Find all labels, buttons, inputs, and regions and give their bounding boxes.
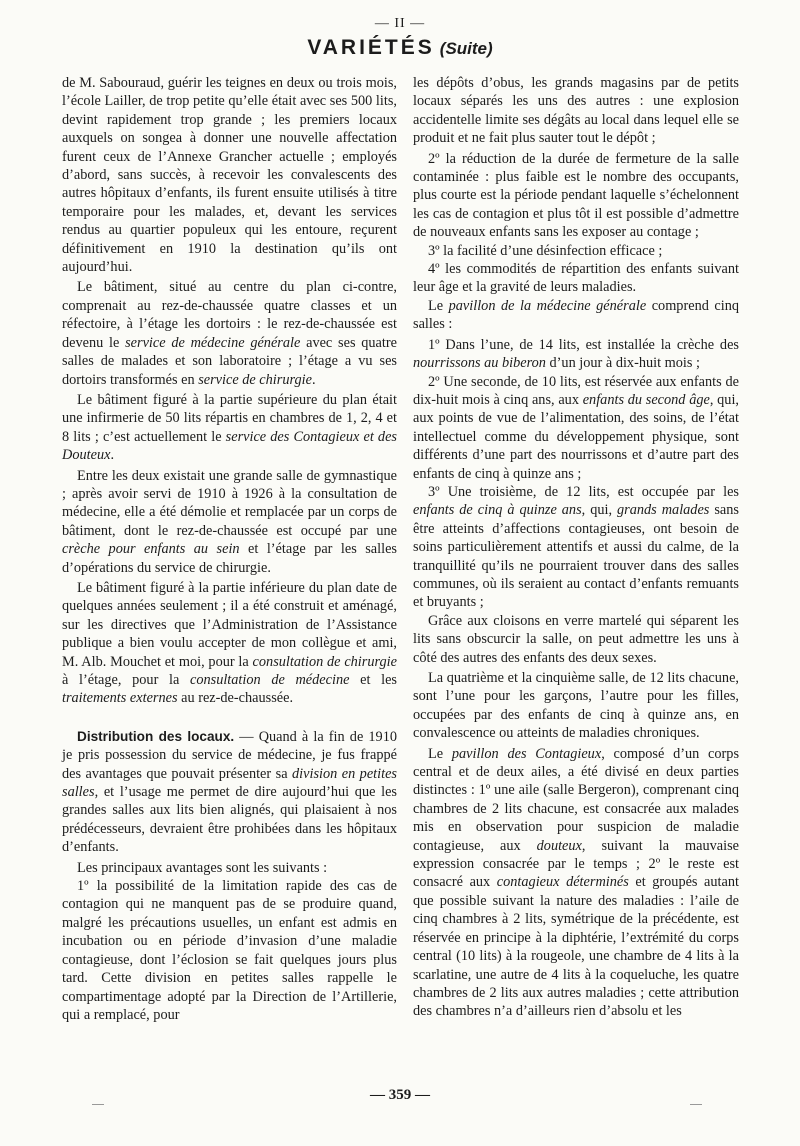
paragraph: les dépôts d’obus, les grands magasins par de petits locaux séparés les uns des autres : une explosion accidentelle limite ses dégâts au local dans lequel elle se produit et ne fait plus sauter tout le dépôt ; bbox=[413, 75, 739, 147]
paragraph: Le pavillon de la médecine générale comprend cinq salles : bbox=[413, 297, 739, 333]
footer-rule bbox=[690, 1104, 702, 1105]
paragraph: Le bâtiment figuré à la partie inférieure du plan date de quelques années seulement ; il a été construit et aménagé, sur les directives que l’Administration de l’Assistance publique a bien voulu accepter de mon collègue et ami, M. Alb. Mouchet et moi, pour la consultation de chirurgie à l’étage, pour la consultation de médecine et les traitements externes au rez-de-chaussée. bbox=[62, 579, 397, 707]
paragraph: Entre les deux existait une grande salle de gymnastique ; après avoir servi de 1910 à 1926 à la consultation de médecine, elle a été démolie et remplacée par un corps de bâtiment, dont le rez-de-chaussée est occupé par une crèche pour enfants au sein et l’étage par les salles d’opérations du service de chirurgie. bbox=[62, 467, 397, 576]
page-number: — 359 — bbox=[370, 1087, 430, 1103]
page-roman-numeral: — II — bbox=[374, 16, 426, 31]
list-item: 3º la facilité d’une désinfection efficace ; bbox=[428, 242, 663, 259]
section-heading bbox=[0, 36, 800, 60]
paragraph: Le bâtiment figuré à la partie supérieure du plan était une infirmerie de 50 lits répartis en chambres de 1, 2, 4 et 8 lits ; c’est actuellement le service des Contagieux et des Douteux. bbox=[62, 391, 397, 464]
section-suffix: (Suite) bbox=[439, 39, 493, 58]
list-item: 2º la réduction de la durée de fermeture de la salle contaminée : plus faible est le nombre des occupants, plus courte est la période pendant laquelle s’échelonnent les cas de contagion et plus tôt il est possible d’admettre de nouveaux enfants sans les exposer au contage ; bbox=[413, 150, 739, 241]
paragraph: La quatrième et la cinquième salle, de 12 lits chacune, sont l’une pour les garçons, l’autre pour les filles, occupées par des enfants de cinq à quinze ans, en convalescence ou atteints de maladies chroniques. bbox=[413, 670, 739, 742]
paragraph: Grâce aux cloisons en verre martelé qui séparent les lits sans obscurcir la salle, on peut admettre les uns à côté des autres des enfants des deux sexes. bbox=[413, 612, 739, 666]
list-item: 1º Dans l’une, de 14 lits, est installée la crèche des nourrissons au biberon d’un jour à dix-huit mois ; bbox=[413, 336, 739, 372]
section-title: VARIÉTÉS bbox=[307, 36, 435, 59]
footer-rule bbox=[92, 1104, 104, 1105]
paragraph: Le pavillon des Contagieux, composé d’un corps central et de deux ailes, a été divisé en deux parties distinctes : 1º une aile (salle Bergeron), comprenant cinq chambres de 2 lits chacune, est consacrée aux malades mis en observation pour suspicion de maladie contagieuse, aux douteux, suivant la mauvaise expression consacrée par le temps ; 2º le reste est consacré aux contagieux déterminés et groupés autant que possible suivant la nature des maladies : l’aile de cinq chambres à 2 lits, symétrique de la précédente, est réservée en principe à la diphtérie, l’extrémité du corps central (10 lits) à la rougeole, une chambre de 4 lits à la scarlatine, une autre de 4 lits à la coqueluche, les quatre chambres de 2 lits aux autres maladies ; cette attribution des chambres n’a d’ailleurs rien d’absolu et les bbox=[413, 745, 740, 1020]
list-item: 4º les commodités de répartition des enfants suivant leur âge et la gravité de leurs maladies. bbox=[413, 261, 739, 296]
paragraph: de M. Sabouraud, guérir les teignes en deux ou trois mois, l’école Lailler, de trop petite qu’elle était avec ses 500 lits, devint rapidement trop grande ; les premiers locaux auxquels on songea à donner une nouvelle affectation furent ceux de l’Annexe Grancher actuelle ; employés d’abord, sans succès, à recevoir les convalescents des autres hôpitaux d’enfants, ils furent ensuite utilisés à titre temporaire pour les malades, et, devant les services rendus au quartier populeux qui les entoure, reçurent définitivement en 1910 la destination qu’ils ont aujourd’hui. bbox=[62, 75, 397, 276]
paragraph: Le bâtiment, situé au centre du plan ci-contre, comprenait au rez-de-chaussée quatre classes et un réfectoire, à l’étage les dortoirs : le rez-de-chaussée est devenu le service de médecine générale avec ses quatre salles de malades et son laboratoire ; l’étage a vu ses dortoirs transformés en service de chirurgie. bbox=[62, 279, 397, 388]
list-item: 3º Une troisième, de 12 lits, est occupée par les enfants de cinq à quinze ans, qui, grands malades sans être atteints d’affections contagieuses, ont besoin de soins particulièrement attentifs et aussi du calme, de la tranquillité qu’ils ne pourraient trouver dans des salles communes, où ils seraient au contact d’enfants remuants et bruyants ; bbox=[413, 483, 739, 611]
list-item: 2º Une seconde, de 10 lits, est réservée aux enfants de dix-huit mois à cinq ans, aux enfants du second âge, qui, aux points de vue de l’alimentation, des soins, de l’état intellectuel comme du développement physique, sont différents d’une part des nourrissons et d’autre part des enfants de cinq à quinze ans ; bbox=[413, 373, 739, 482]
right-column bbox=[413, 74, 739, 1023]
left-column bbox=[62, 74, 397, 1024]
section-paragraph: Distribution des locaux. — Quand à la fin de 1910 je pris possession du service de médecine, je fus frappé des avantages que pouvait présenter sa division en petites salles, et l’usage me permet de dire aujourd’hui que les grandes salles aux lits bien alignés, qui plaisaient à nos prédécesseurs, devraient être prohibées dans les hôpitaux d’enfants. bbox=[62, 728, 397, 856]
paragraph: Les principaux avantages sont les suivants : bbox=[77, 859, 328, 876]
subheading: Distribution des locaux. bbox=[77, 728, 235, 744]
list-item: 1º la possibilité de la limitation rapide des cas de contagion qui ne manquent pas de se produire quand, malgré les précautions usuelles, un enfant est admis en incubation ou en période d’invasion d’une maladie contagieuse, dont l’éclosion se fait quelques jours plus tard. Cette division en petites salles rappelle le compartimentage adopté par la Direction de l’Artillerie, qui a remplacé, pour bbox=[62, 878, 397, 1023]
